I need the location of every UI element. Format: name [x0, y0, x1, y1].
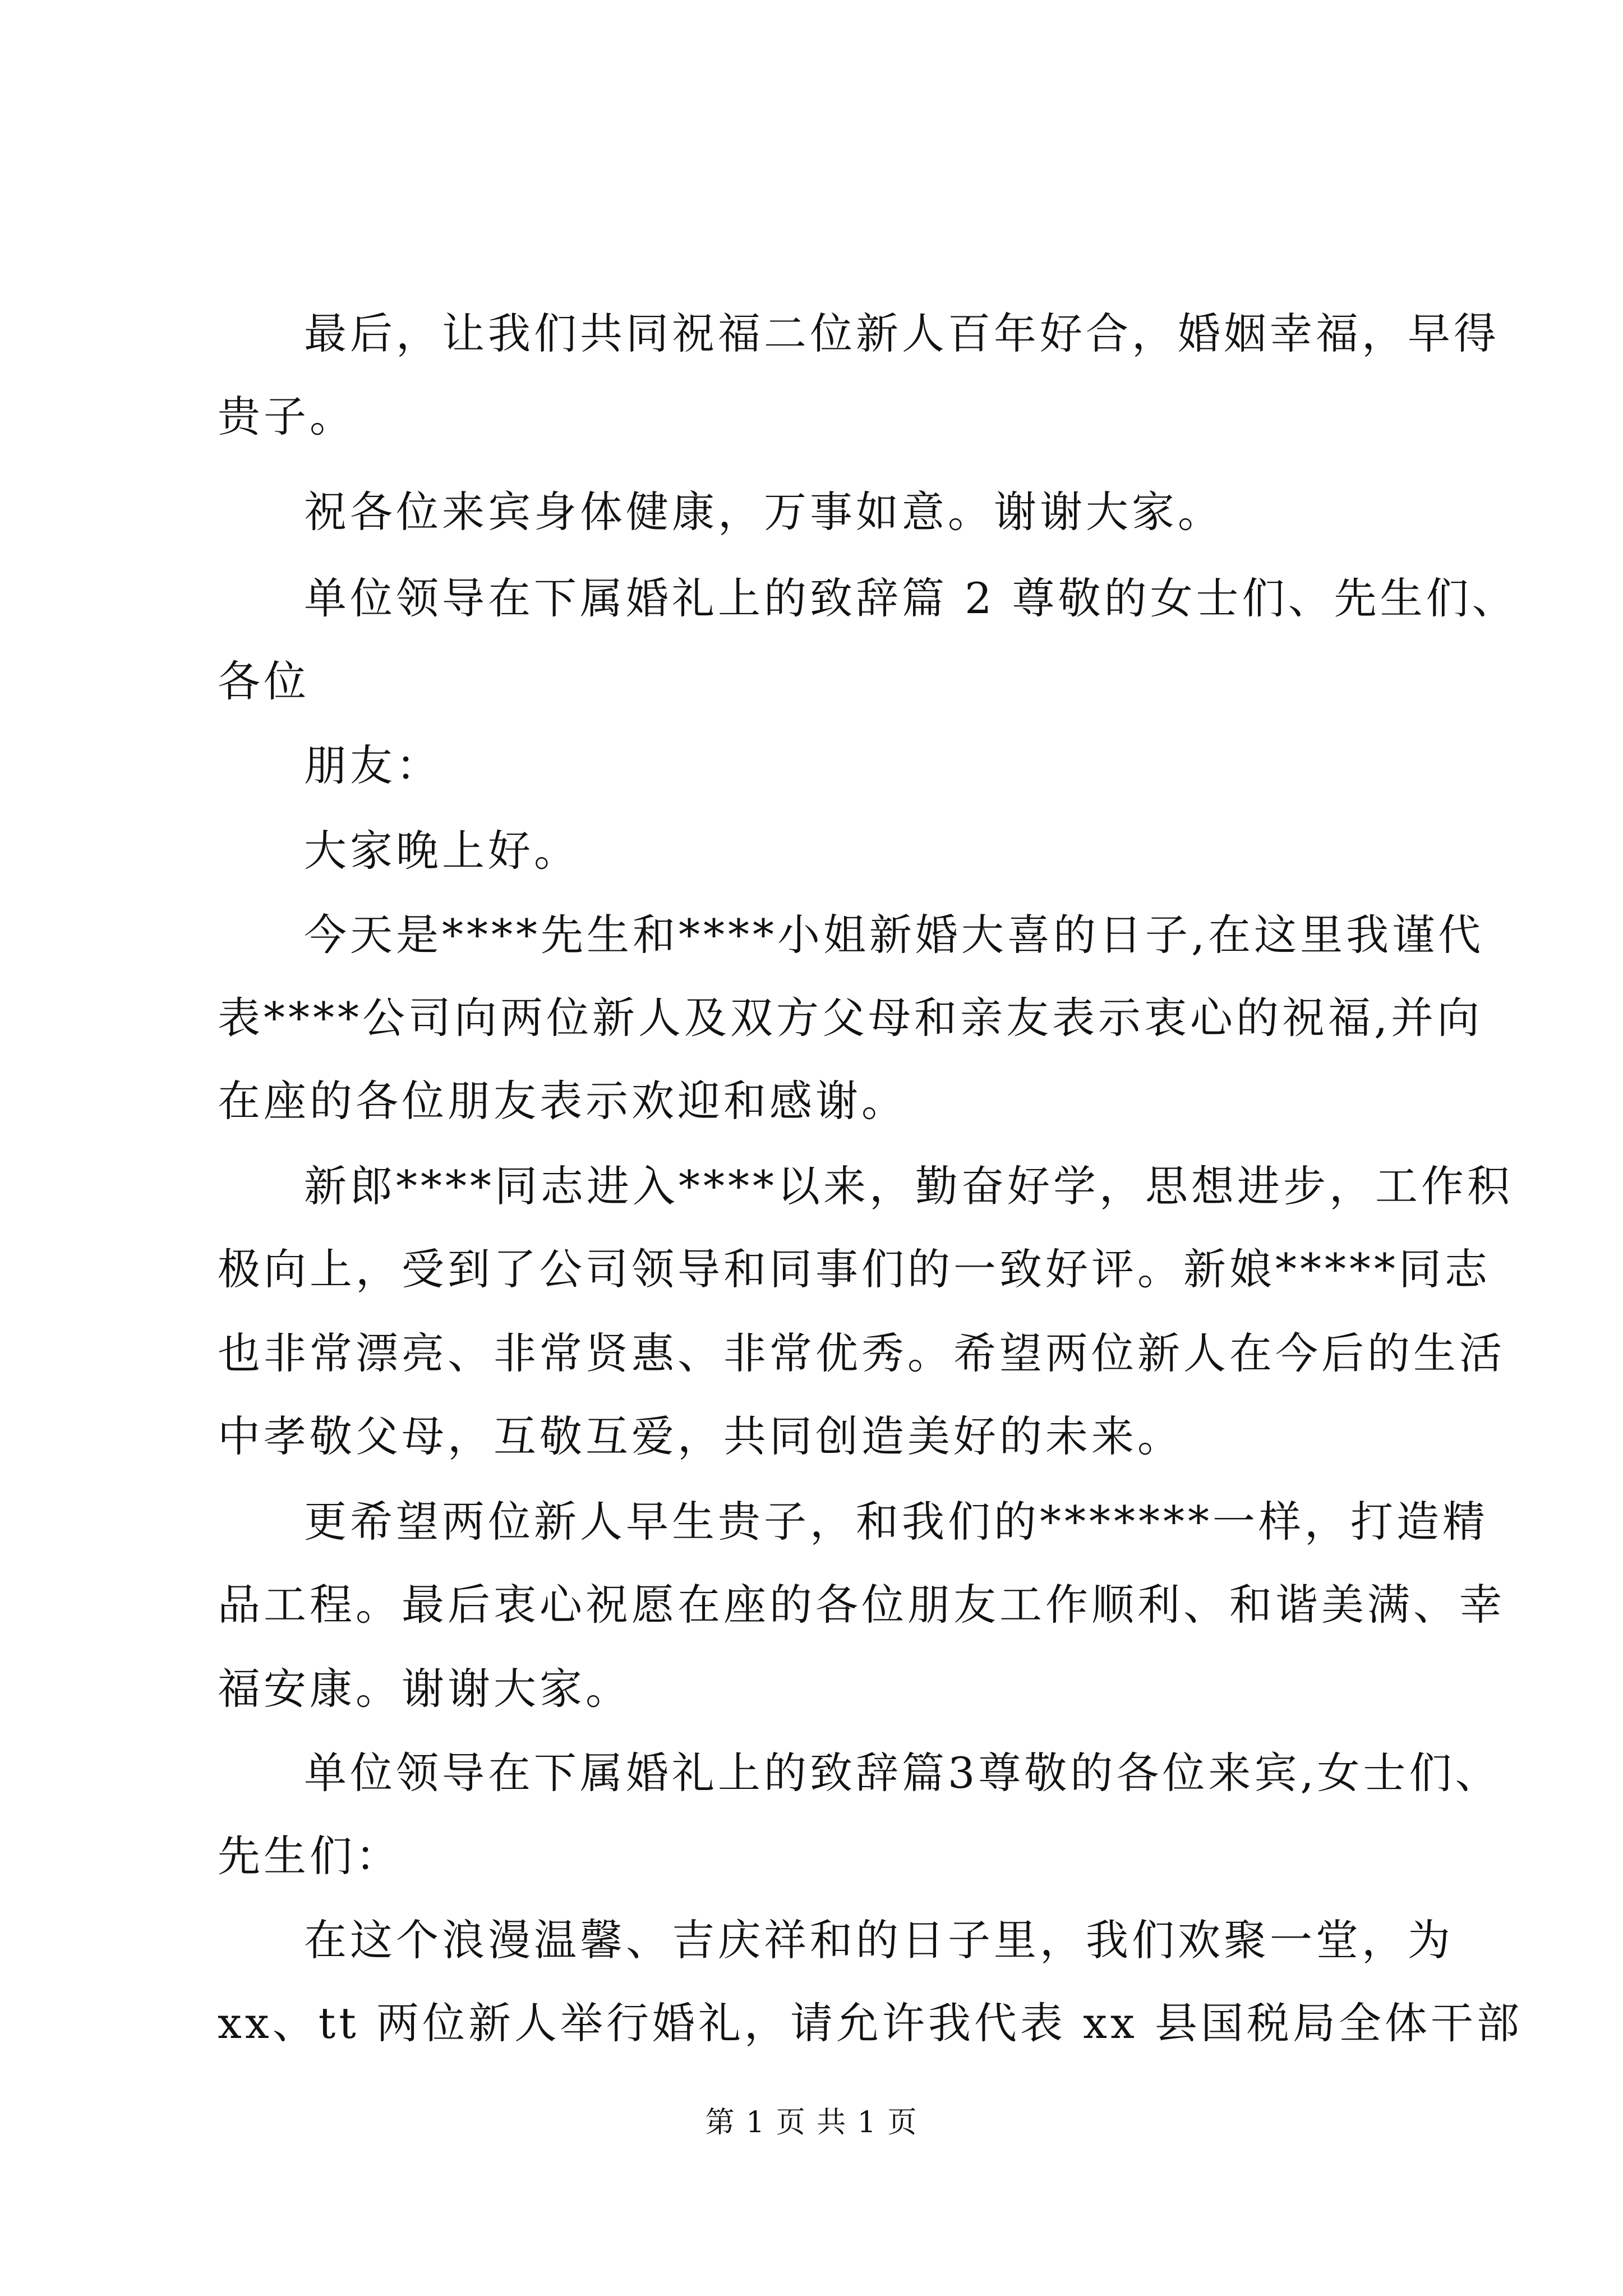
page-footer: 第 1 页 共 1 页	[705, 2106, 918, 2139]
text-line: 单位领导在下属婚礼上的致辞篇 2 尊敬的女士们、先生们、	[304, 573, 1518, 623]
text-line: 先生们：	[218, 1831, 402, 1881]
text-line: 在座的各位朋友表示欢迎和感谢。	[218, 1076, 907, 1126]
text-line: 品工程。最后衷心祝愿在座的各位朋友工作顺利、和谐美满、幸	[218, 1580, 1505, 1630]
text-line: 今天是****先生和****小姐新婚大喜的日子,在这里我谨代	[304, 910, 1484, 960]
text-line: 更希望两位新人早生贵子，和我们的*******一样，打造精	[304, 1497, 1488, 1547]
text-line: 表****公司向两位新人及双方父母和亲友表示衷心的祝福,并向	[218, 993, 1483, 1043]
text-line: 各位	[218, 656, 310, 706]
text-line: 朋友：	[304, 740, 442, 790]
text-line: 祝各位来宾身体健康，万事如意。谢谢大家。	[304, 487, 1224, 537]
text-line: 也非常漂亮、非常贤惠、非常优秀。希望两位新人在今后的生活	[218, 1328, 1505, 1378]
text-line: 福安康。谢谢大家。	[218, 1664, 631, 1714]
text-line: 新郎****同志进入****以来，勤奋好学，思想进步，工作积	[304, 1161, 1513, 1211]
text-line: 最后，让我们共同祝福二位新人百年好合，婚姻幸福，早得	[304, 309, 1500, 358]
text-line: 中孝敬父母，互敬互爱，共同创造美好的未来。	[218, 1411, 1183, 1461]
text-line: 贵子。	[218, 392, 356, 441]
text-line: 极向上，受到了公司领导和同事们的一致好评。新娘*****同志	[218, 1244, 1491, 1294]
text-line: 大家晚上好。	[304, 826, 580, 876]
text-line: xx、tt 两位新人举行婚礼，请允许我代表 xx 县国税局全体干部	[218, 1998, 1523, 2048]
text-line: 在这个浪漫温馨、吉庆祥和的日子里，我们欢聚一堂，为	[304, 1915, 1454, 1965]
text-line: 单位领导在下属婚礼上的致辞篇3尊敬的各位来宾,女士们、	[304, 1748, 1501, 1798]
